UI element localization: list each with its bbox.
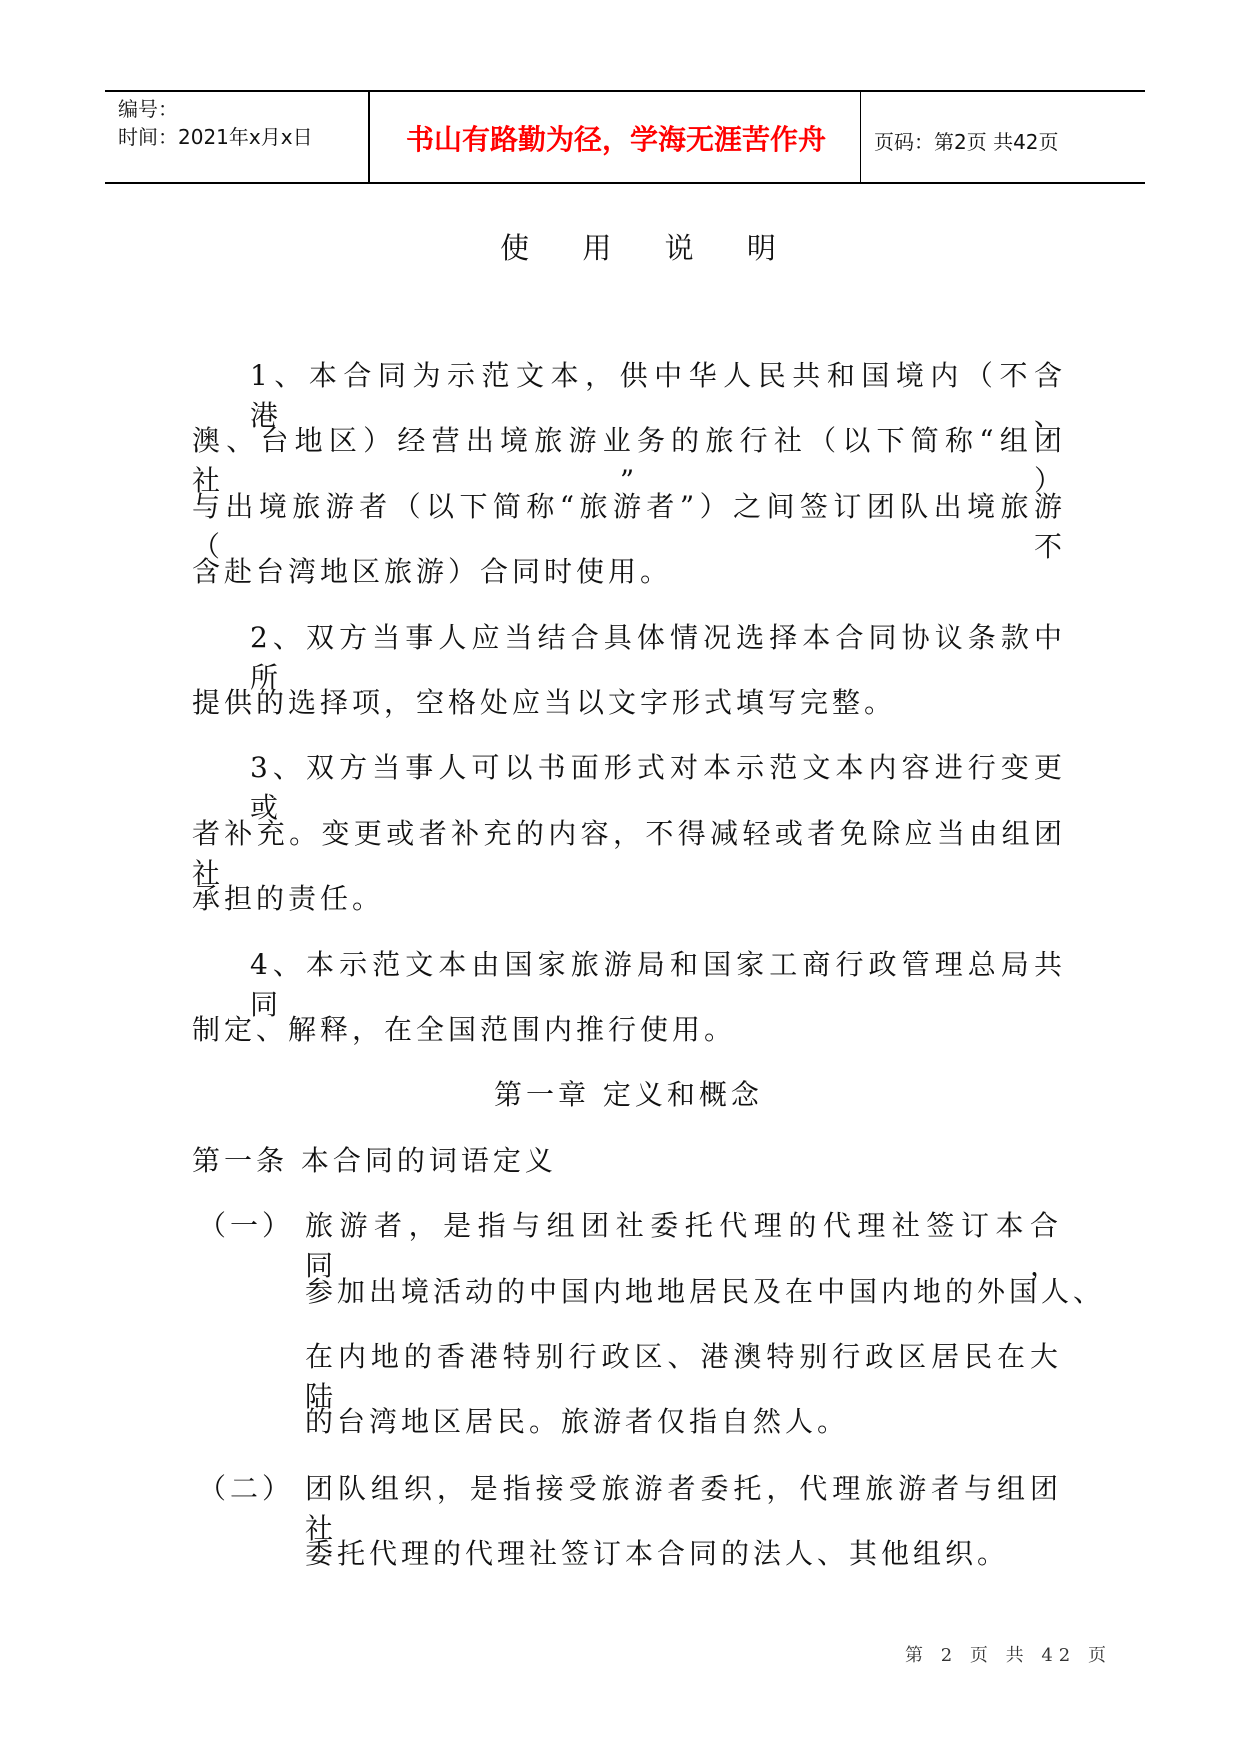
article-title: 第一条 本合同的词语定义 [192,1143,557,1177]
paragraph-line: 者补充。变更或者补充的内容，不得减轻或者免除应当由组团社 [192,816,1066,890]
header-divider [368,90,370,184]
document-time-label: 时间：2021年x月x日 [118,125,313,149]
header-page-info: 页码：第2页 共42页 [874,130,1059,154]
item-line: 旅游者，是指与组团社委托代理的代理社签订本合同， [305,1209,1062,1283]
header-divider [860,90,861,184]
item-line: 在内地的香港特别行政区、港澳特别行政区居民在大陆 [305,1340,1062,1413]
chapter-title: 第一章 定义和概念 [494,1078,763,1112]
header-bottom-border [105,182,1145,184]
header-top-border [105,90,1145,92]
paragraph-line: 澳、台地区）经营出境旅游业务的旅行社（以下简称“组团社”） [192,424,1066,498]
paragraph-line: 承担的责任。 [192,882,385,916]
item-line: 委托代理的代理社签订本合同的法人、其他组织。 [305,1537,1010,1571]
item-line: 参加出境活动的中国内地地居民及在中国内地的外国人、 [305,1274,1106,1308]
paragraph-line: 4、本示范文本由国家旅游局和国家工商行政管理总局共同 [250,947,1066,1021]
item-label: （二） [198,1471,295,1505]
document-number-label: 编号： [118,97,178,121]
page-footer: 第 2 页 共 42 页 [905,1645,1112,1666]
paragraph-line: 提供的选择项，空格处应当以文字形式填写完整。 [192,686,897,719]
paragraph-line: 3、双方当事人可以书面形式对本示范文本内容进行变更或 [250,751,1066,825]
paragraph-line: 制定、解释，在全国范围内推行使用。 [192,1013,737,1046]
page-title: 使 用 说 明 [500,231,798,265]
item-line: 的台湾地区居民。旅游者仅指自然人。 [305,1405,850,1439]
item-label: （一） [198,1209,295,1243]
paragraph-line: 含赴台湾地区旅游）合同时使用。 [192,555,673,589]
item-line: 团队组织，是指接受旅游者委托，代理旅游者与组团社 [305,1471,1062,1545]
paragraph-line: 1、本合同为示范文本，供中华人民共和国境内（不含港、 [250,359,1066,432]
paragraph-line: 与出境旅游者（以下简称“旅游者”）之间签订团队出境旅游（不 [192,489,1066,563]
header-motto: 书山有路勤为径，学海无涯苦作舟 [405,123,826,156]
paragraph-line: 2、双方当事人应当结合具体情况选择本合同协议条款中所 [250,620,1066,694]
